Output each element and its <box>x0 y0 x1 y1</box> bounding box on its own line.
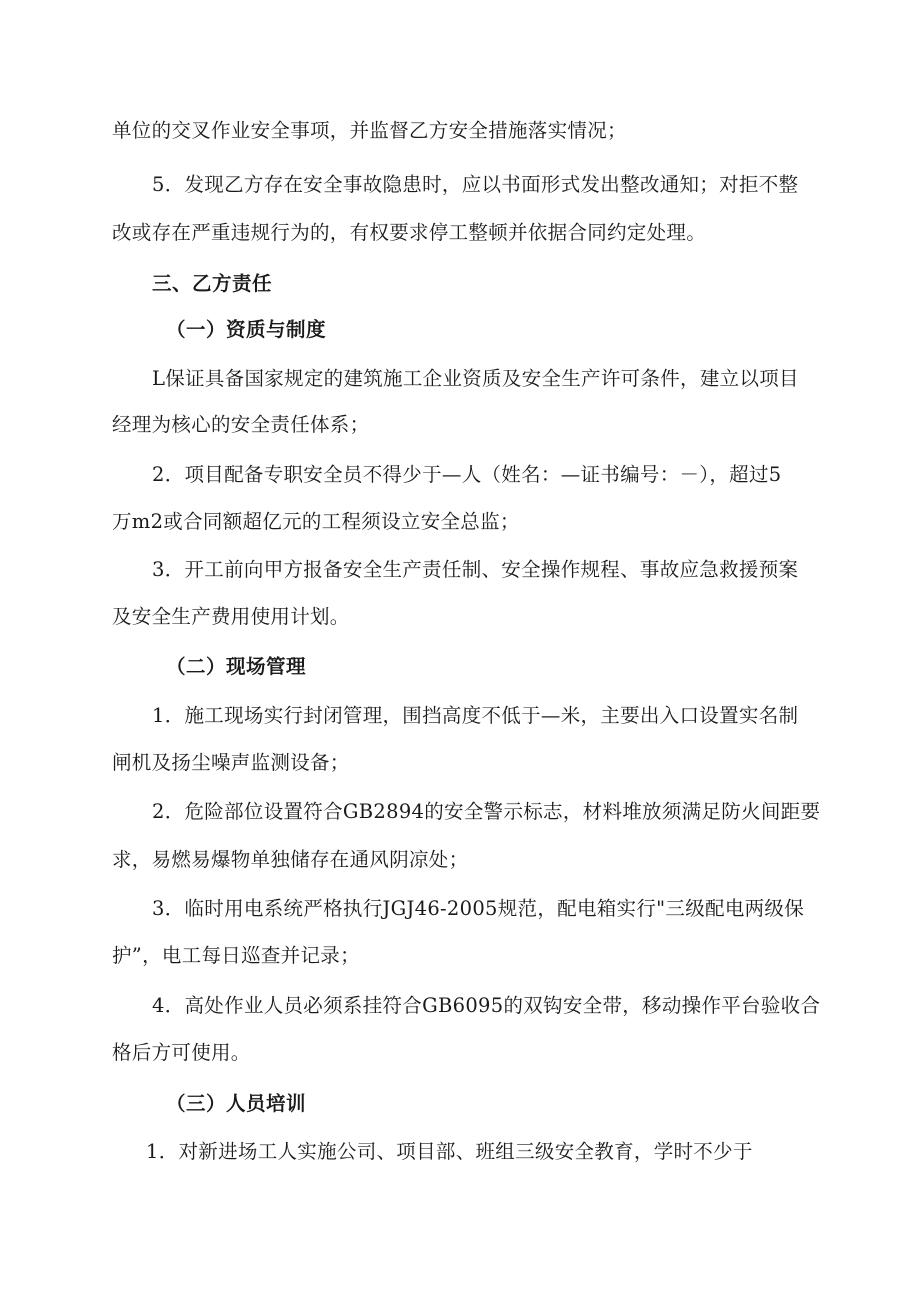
paragraph-line: 格后方可使用。 <box>112 1041 251 1064</box>
section-heading: 三、乙方责任 <box>152 272 273 295</box>
list-item-line: 2．危险部位设置符合GB2894的安全警示标志，材料堆放须满足防火间距要 <box>152 800 821 823</box>
list-item-line: 3．临时用电系统严格执行JGJ46-2005规范，配电箱实行"三级配电两级保 <box>152 897 805 920</box>
subsection-heading: （一）资质与制度 <box>166 318 327 341</box>
paragraph-line: 万m2或合同额超亿元的工程须设立安全总监； <box>112 510 520 533</box>
paragraph-line: 护”，电工每日巡查并记录； <box>112 944 360 967</box>
list-item-line: 4．高处作业人员必须系挂符合GB6095的双钩安全带，移动操作平台验收合 <box>152 994 821 1017</box>
list-item-line: 5．发现乙方存在安全事故隐患时，应以书面形式发出整改通知；对拒不整 <box>152 173 799 196</box>
list-item-line: 3．开工前向甲方报备安全生产责任制、安全操作规程、事故应急救援预案 <box>152 558 799 581</box>
paragraph-line: 经理为核心的安全责任体系； <box>112 413 370 436</box>
paragraph-line: 改或存在严重违规行为的，有权要求停工整顿并依据合同约定处理。 <box>112 221 707 244</box>
list-item-line: 2．项目配备专职安全员不得少于—人（姓名：—证书编号：－），超过5 <box>152 463 782 486</box>
subsection-heading: （三）人员培训 <box>166 1092 307 1115</box>
paragraph-line: 闸机及扬尘噪声监测设备； <box>112 751 350 774</box>
paragraph-line: 求，易燃易爆物单独储存在通风阴凉处； <box>112 848 469 871</box>
paragraph-line: 及安全生产费用使用计划。 <box>112 605 350 628</box>
list-item-line: L保证具备国家规定的建筑施工企业资质及安全生产许可条件，建立以项目 <box>152 367 799 390</box>
list-item-line: 1．施工现场实行封闭管理，围挡高度不低于—米，主要出入口设置实名制 <box>152 704 799 727</box>
list-item-line: 1．对新进场工人实施公司、项目部、班组三级安全教育，学时不少于 <box>146 1140 753 1163</box>
subsection-heading: （二）现场管理 <box>166 655 307 678</box>
paragraph-line: 单位的交叉作业安全事项，并监督乙方安全措施落实情况； <box>112 119 627 142</box>
